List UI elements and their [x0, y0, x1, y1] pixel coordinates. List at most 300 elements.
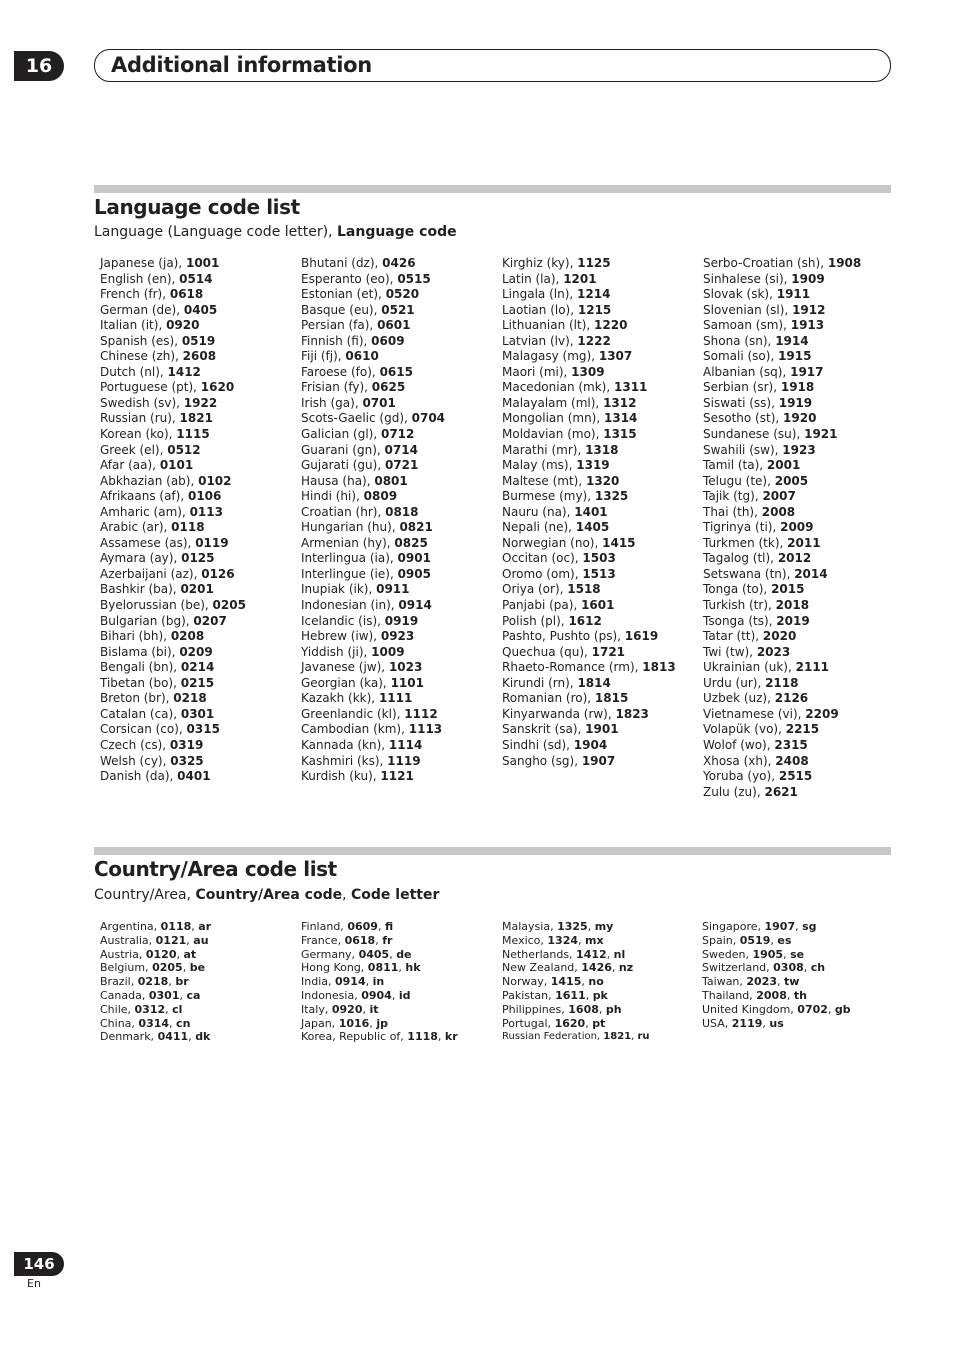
country-legend [94, 887, 439, 903]
code-separator: , [369, 1016, 377, 1030]
language-code: 2019 [776, 613, 810, 628]
language-entry [703, 722, 861, 738]
language-code: 1309 [571, 364, 605, 379]
code-separator: , [389, 947, 397, 961]
country-code: 0914 [335, 975, 366, 989]
language-entry [100, 427, 246, 443]
country-name: Norway, [502, 975, 551, 989]
language-entry [301, 520, 445, 536]
language-entry [301, 334, 445, 350]
language-code: 0712 [380, 427, 415, 442]
language-code: 0207 [193, 613, 227, 628]
country-code-letter: no [588, 975, 604, 989]
code-separator: , [169, 1016, 177, 1030]
country-name: Malaysia, [502, 920, 558, 933]
code-separator: , [770, 933, 778, 947]
country-code: 1325 [557, 920, 588, 933]
country-code-letter: tw [784, 975, 800, 989]
language-entry [502, 536, 676, 552]
country-entry [502, 934, 650, 948]
country-name: Taiwan, [702, 975, 747, 989]
chapter-title: Additional information [111, 53, 372, 77]
language-entry [100, 411, 246, 427]
language-code: 1201 [563, 271, 597, 286]
language-code: 1901 [585, 722, 619, 737]
language-entry [502, 754, 676, 770]
language-code: 1320 [585, 473, 620, 488]
language-name: Sindhi (sd), [502, 737, 574, 752]
country-name: India, [301, 975, 335, 989]
chapter-number-badge: 16 [14, 51, 64, 81]
language-entry [703, 365, 861, 381]
language-code: 0125 [181, 551, 215, 566]
language-entry [703, 754, 861, 770]
language-code: 0102 [198, 473, 232, 488]
language-name: Lingala (ln), [502, 287, 578, 302]
country-entry [100, 1017, 211, 1031]
language-code: 0515 [397, 271, 431, 286]
language-code: 0818 [385, 504, 419, 519]
language-name: Laotian (lo), [502, 302, 578, 317]
language-entry [502, 551, 676, 567]
language-name: Bulgarian (bg), [100, 613, 194, 628]
code-separator: , [827, 1002, 835, 1016]
language-name: Abkhazian (ab), [100, 473, 199, 488]
legend-bold: Code letter [351, 887, 440, 903]
language-code: 1821 [179, 411, 213, 426]
country-code: 1907 [764, 920, 796, 933]
country-code-letter: es [777, 933, 792, 947]
language-entry [502, 505, 676, 521]
language-entry [502, 598, 676, 614]
language-code: 0214 [180, 660, 215, 675]
code-separator: , [783, 947, 791, 961]
language-entry [301, 318, 445, 334]
language-name: Malagasy (mg), [502, 349, 599, 364]
language-code: 1111 [378, 691, 413, 706]
language-entry [703, 707, 861, 723]
language-code: 1312 [603, 395, 637, 410]
country-code-letter: ph [605, 1002, 622, 1016]
country-code-letter: pt [592, 1016, 606, 1030]
language-code: 2011 [787, 535, 821, 550]
language-entry [703, 520, 861, 536]
language-name: Kinyarwanda (rw), [502, 706, 616, 721]
code-separator: , [786, 988, 794, 1002]
language-code: 1114 [388, 737, 423, 752]
country-code: 2023 [746, 975, 778, 989]
language-name: Hausa (ha), [301, 473, 375, 488]
country-code: 0308 [773, 961, 804, 975]
language-code: 1518 [567, 582, 601, 597]
language-code: 0208 [170, 629, 205, 644]
language-name: Xhosa (xh), [703, 753, 776, 768]
language-entry [100, 536, 246, 552]
code-separator: , [362, 1002, 370, 1016]
country-code: 0301 [148, 988, 180, 1002]
language-code: 1913 [790, 318, 825, 333]
language-name: Korean (ko), [100, 427, 177, 442]
language-entry [301, 536, 445, 552]
language-code: 1001 [185, 256, 220, 270]
language-code: 2408 [775, 753, 809, 768]
language-code: 1918 [780, 380, 815, 395]
language-code: 1121 [380, 769, 414, 784]
country-code: 0121 [155, 933, 187, 947]
language-name: Inupiak (ik), [301, 582, 377, 597]
language-code: 0905 [397, 566, 431, 581]
country-code: 1412 [576, 947, 607, 961]
country-entry [502, 1003, 650, 1017]
code-separator: , [377, 920, 385, 933]
country-code-letter: de [396, 947, 412, 961]
code-separator: , [165, 1002, 173, 1016]
language-code: 2111 [795, 660, 830, 675]
language-name: Persian (fa), [301, 318, 378, 333]
country-name: Italy, [301, 1002, 332, 1016]
language-code: 0514 [179, 271, 213, 286]
language-code: 1314 [604, 411, 638, 426]
language-name: Marathi (mr), [502, 442, 586, 457]
language-name: Setswana (tn), [703, 566, 795, 581]
country-code: 0904 [361, 988, 392, 1002]
code-separator: , [179, 988, 187, 1002]
language-name: Somali (so), [703, 349, 779, 364]
language-name: Irish (ga), [301, 395, 363, 410]
language-name: Tibetan (bo), [100, 675, 181, 690]
language-code: 2118 [765, 675, 799, 690]
language-entry [301, 598, 445, 614]
language-entry [703, 318, 861, 334]
language-entry [502, 676, 676, 692]
language-entry [502, 458, 676, 474]
language-name: Serbian (sr), [703, 380, 781, 395]
language-name: Icelandic (is), [301, 613, 385, 628]
language-name: Aymara (ay), [100, 551, 182, 566]
language-name: Fiji (fj), [301, 349, 346, 364]
country-code: 0702 [797, 1002, 828, 1016]
language-entry [100, 614, 246, 630]
language-entry [100, 629, 246, 645]
language-entry [703, 256, 861, 272]
code-separator: , [176, 947, 184, 961]
country-code: 1821 [603, 1031, 632, 1043]
language-entry [703, 380, 861, 396]
section-rule [94, 847, 891, 855]
country-code-letter: pk [592, 988, 608, 1002]
language-name: Galician (gl), [301, 427, 381, 442]
language-code: 1513 [582, 566, 616, 581]
language-entry [100, 676, 246, 692]
language-code: 0118 [171, 520, 205, 535]
language-entry [301, 691, 445, 707]
country-code: 0519 [739, 933, 771, 947]
language-code: 1405 [575, 520, 610, 535]
language-code: 0205 [212, 598, 246, 613]
language-name: Guarani (gn), [301, 442, 385, 457]
language-name: Gujarati (gu), [301, 458, 385, 473]
country-name: Belgium, [100, 961, 153, 975]
legend-separator: , [342, 887, 352, 903]
country-name: Spain, [702, 933, 740, 947]
code-separator: , [581, 975, 589, 989]
code-separator: , [585, 988, 593, 1002]
language-code: 0914 [398, 598, 432, 613]
language-code: 2621 [764, 784, 798, 799]
language-name: Tsonga (ts), [703, 613, 777, 628]
language-entry [301, 738, 445, 754]
language-entry [301, 303, 445, 319]
language-name: Finnish (fi), [301, 333, 372, 348]
country-code: 0118 [160, 920, 192, 933]
language-name: Italian (it), [100, 318, 167, 333]
language-entry [502, 645, 676, 661]
country-entry [702, 1003, 851, 1017]
language-entry [703, 396, 861, 412]
code-separator: , [191, 920, 199, 933]
country-entry [301, 1003, 458, 1017]
language-code: 2001 [766, 458, 801, 473]
language-name: Albanian (sq), [703, 364, 791, 379]
language-entry [502, 707, 676, 723]
language-code: 1814 [577, 675, 611, 690]
language-entry [100, 396, 246, 412]
language-name: Hebrew (iw), [301, 629, 381, 644]
language-code: 1319 [576, 458, 610, 473]
language-entry [301, 551, 445, 567]
language-name: Shona (sn), [703, 333, 776, 348]
language-entry [301, 380, 445, 396]
language-name: Corsican (co), [100, 722, 187, 737]
language-code: 0126 [201, 566, 235, 581]
language-code: 0106 [187, 489, 222, 504]
language-code: 0319 [169, 737, 204, 752]
language-entry [502, 660, 676, 676]
language-code: 1415 [602, 535, 636, 550]
chapter-header [94, 49, 891, 82]
country-name: Australia, [100, 933, 156, 947]
country-code-letter: in [372, 975, 385, 989]
language-name: Chinese (zh), [100, 349, 183, 364]
language-code: 1911 [776, 287, 811, 302]
language-code: 0201 [180, 582, 214, 597]
language-name: German (de), [100, 302, 184, 317]
country-code-letter: at [183, 947, 197, 961]
country-code-letter: it [369, 1002, 379, 1016]
language-entry [301, 349, 445, 365]
language-entry [703, 303, 861, 319]
language-code: 0809 [363, 489, 398, 504]
language-name: Sanskrit (sa), [502, 722, 586, 737]
language-code: 1112 [404, 706, 438, 721]
language-code: 0923 [380, 629, 415, 644]
country-code-letter: nl [613, 947, 626, 961]
language-code: 1915 [778, 349, 812, 364]
country-name: Singapore, [702, 920, 765, 933]
language-code: 1921 [804, 427, 838, 442]
language-name: Vietnamese (vi), [703, 706, 806, 721]
language-entry [301, 645, 445, 661]
country-code: 1905 [752, 947, 784, 961]
language-code: 0901 [397, 551, 431, 566]
country-code-letter: gb [834, 1002, 851, 1016]
country-code-letter: jp [376, 1016, 388, 1030]
language-code: 0520 [385, 287, 420, 302]
language-code: 0519 [181, 333, 216, 348]
language-entry [502, 489, 676, 505]
country-name: Thailand, [702, 988, 757, 1002]
language-code: 1601 [581, 598, 615, 613]
country-name: Portugal, [502, 1016, 555, 1030]
language-entry [502, 427, 676, 443]
language-name: French (fr), [100, 287, 170, 302]
language-code: 1412 [167, 364, 201, 379]
language-entry [301, 489, 445, 505]
language-code: 1101 [390, 675, 424, 690]
language-name: Urdu (ur), [703, 675, 766, 690]
country-name: Sweden, [702, 947, 753, 961]
language-entry [502, 443, 676, 459]
language-name: Nauru (na), [502, 504, 575, 519]
country-code-letter: ca [186, 988, 201, 1002]
language-entry [100, 349, 246, 365]
language-name: Sinhalese (si), [703, 271, 792, 286]
language-entry [301, 256, 445, 272]
language-name: Slovak (sk), [703, 287, 777, 302]
language-name: Indonesian (in), [301, 598, 399, 613]
language-entry [703, 785, 861, 801]
language-name: Yiddish (ji), [301, 644, 372, 659]
language-entry [100, 303, 246, 319]
language-name: Norwegian (no), [502, 535, 603, 550]
language-entry [100, 722, 246, 738]
country-section-title: Country/Area code list [94, 857, 337, 881]
language-entry [301, 365, 445, 381]
language-name: Frisian (fy), [301, 380, 372, 395]
language-entry [100, 380, 246, 396]
language-code: 1914 [775, 333, 809, 348]
language-entry [100, 443, 246, 459]
country-entry [702, 948, 851, 962]
country-column-4 [702, 920, 851, 1030]
country-entry [100, 989, 211, 1003]
country-entry [301, 948, 458, 962]
language-name: Kannada (kn), [301, 737, 389, 752]
language-name: Tajik (tg), [703, 489, 763, 504]
language-code: 1315 [603, 427, 637, 442]
language-code: 1917 [790, 364, 824, 379]
language-code: 1215 [577, 302, 612, 317]
language-name: Estonian (et), [301, 287, 386, 302]
legend-plain: Language (Language code letter), [94, 224, 337, 240]
language-code: 2126 [774, 691, 809, 706]
language-entry [703, 769, 861, 785]
language-name: Swahili (sw), [703, 442, 783, 457]
language-code: 1115 [176, 427, 210, 442]
country-entry [702, 961, 851, 975]
language-code: 1619 [624, 629, 659, 644]
language-entry [301, 505, 445, 521]
language-entry [703, 676, 861, 692]
language-entry [502, 256, 676, 272]
code-separator: , [182, 961, 190, 975]
language-code: 0919 [384, 613, 419, 628]
country-entry [100, 975, 211, 989]
code-separator: , [437, 1030, 445, 1044]
language-code: 0801 [374, 473, 408, 488]
language-name: Bhutani (dz), [301, 256, 383, 270]
country-column-1 [100, 920, 211, 1044]
language-code: 1023 [388, 660, 423, 675]
language-entry [502, 567, 676, 583]
country-entry [301, 1017, 458, 1031]
language-entry [100, 318, 246, 334]
language-name: Interlingue (ie), [301, 566, 398, 581]
language-entry [100, 645, 246, 661]
language-name: Pashto, Pushto (ps), [502, 629, 625, 644]
language-name: Twi (tw), [703, 644, 757, 659]
language-name: Assamese (as), [100, 535, 196, 550]
country-code: 0920 [331, 1002, 363, 1016]
language-name: Interlingua (ia), [301, 551, 398, 566]
language-name: Uzbek (uz), [703, 691, 775, 706]
language-code: 0601 [377, 318, 411, 333]
language-code: 0209 [179, 644, 213, 659]
country-entry [301, 1030, 458, 1044]
country-code-letter: cn [176, 1016, 191, 1030]
language-entry [703, 598, 861, 614]
language-name: Georgian (ka), [301, 675, 391, 690]
language-name: Scots-Gaelic (gd), [301, 411, 412, 426]
code-separator: , [587, 920, 595, 933]
language-name: Latin (la), [502, 271, 564, 286]
language-name: Turkish (tr), [703, 598, 776, 613]
language-name: Samoan (sm), [703, 318, 791, 333]
language-entry [502, 629, 676, 645]
language-entry [703, 489, 861, 505]
language-entry [100, 769, 246, 785]
language-code: 1503 [582, 551, 616, 566]
country-name: Hong Kong, [301, 961, 368, 975]
language-code: 0119 [195, 535, 229, 550]
language-column-1 [100, 256, 246, 785]
language-code: 0721 [384, 458, 419, 473]
code-separator: , [606, 947, 614, 961]
language-code: 2315 [774, 737, 808, 752]
language-name: Esperanto (eo), [301, 271, 398, 286]
language-name: English (en), [100, 271, 180, 286]
language-name: Sundanese (su), [703, 427, 805, 442]
language-entry [703, 458, 861, 474]
code-separator: , [375, 933, 383, 947]
language-code: 0315 [186, 722, 220, 737]
country-entry [702, 920, 851, 934]
country-code: 1608 [568, 1002, 599, 1016]
language-code: 0401 [177, 769, 211, 784]
language-code: 2007 [762, 489, 796, 504]
language-code: 0625 [371, 380, 406, 395]
language-entry [502, 303, 676, 319]
language-code: 1923 [782, 442, 816, 457]
country-code-letter: be [189, 961, 206, 975]
language-name: Hungarian (hu), [301, 520, 400, 535]
page-language: En [27, 1277, 41, 1290]
language-name: Czech (cs), [100, 737, 170, 752]
language-name: Romanian (ro), [502, 691, 595, 706]
country-entry [502, 948, 650, 962]
language-entry [301, 676, 445, 692]
country-name: Austria, [100, 947, 146, 961]
